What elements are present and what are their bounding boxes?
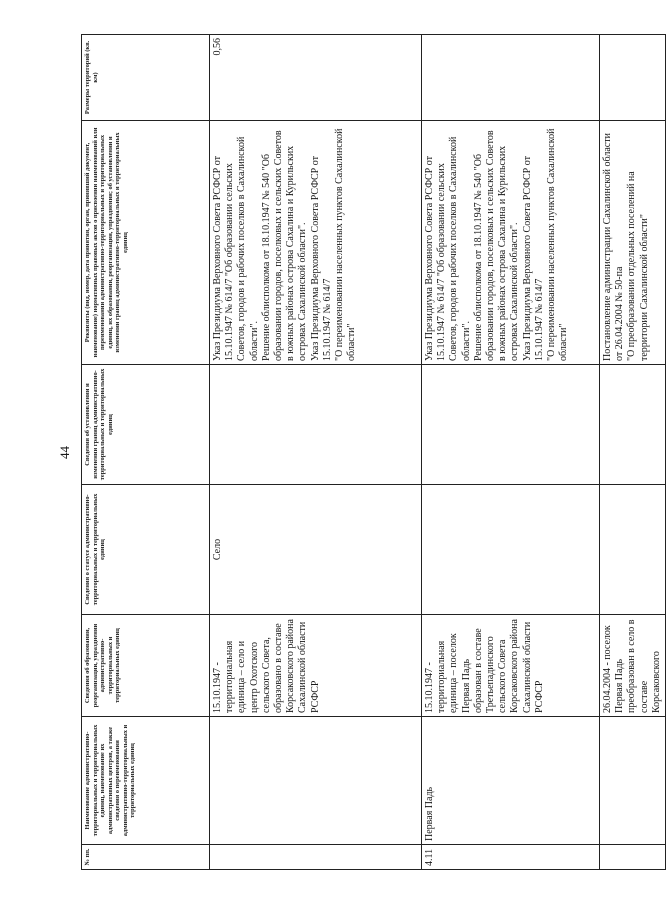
- row-name: Первая Падь: [422, 717, 600, 845]
- act-text: "О переименовании населенных пунктов Сахалинской области": [545, 128, 570, 361]
- registry-table: [81, 34, 666, 870]
- row-status: Село: [210, 485, 422, 615]
- row-acts: [210, 121, 422, 365]
- page-number: 44: [57, 446, 72, 459]
- row-num: [600, 845, 666, 870]
- header-borders: Сведения об установлении и изменении границ административно-территориальных и территориальных единиц: [82, 365, 210, 485]
- row-status: [422, 485, 600, 615]
- header-name: Наименование административно-территориальных и территориальных единиц, наименование их административных центров, а также сведения о переименовании административно-территориальных и территориальных единиц: [82, 717, 210, 845]
- table-row: [210, 35, 422, 870]
- row-area: [422, 35, 600, 121]
- act-text: Решение облисполкома от 18.10.1947 № 540 "Об образовании городов, поселковых и сельских Советов в южных районах острова Сахалина и Курильских островах Сахалинской области".: [260, 130, 309, 361]
- rotated-page: [55, 35, 662, 870]
- header-formation: Сведения об образовании, реорганизации, упразднении административно-территориальных и территориальных единиц: [82, 615, 210, 717]
- row-num: 4.11: [422, 845, 600, 870]
- header-row: [82, 35, 210, 870]
- row-formation: 15.10.1947 - территориальная единица – село и центр Охотского сельского Совета, образовано в составе Корсаковского района Сахалинской области РСФСР: [210, 615, 422, 717]
- row-borders: [210, 365, 422, 485]
- header-acts: Реквизиты (вид, номер, дата принятия, орган, принявший документ, наименование) нормативных правовых актов о присвоении наименований или переименовании административно-территориальных и территориальных единиц, их образовании, реорганизации, упразднении; об установлении и изменении границ административно-территориальных и территориальных единиц: [82, 121, 210, 365]
- act-text: "О преобразовании отдельных поселений на территории Сахалинской области": [626, 171, 650, 361]
- act-text: Указ Президиума Верховного Совета РСФСР от 15.10.1947 № 614/7 "Об образовании сельских Советов, городов и рабочих поселков в Сахалинской области".: [212, 136, 260, 361]
- row-area: 0,56: [210, 35, 422, 121]
- row-area: [600, 35, 666, 121]
- row-num: [210, 845, 422, 870]
- act-text: Постановление администрации Сахалинской области от 26.04.2004 № 50-па: [602, 133, 626, 361]
- table-row: [422, 35, 600, 870]
- row-name: [210, 717, 422, 845]
- act-text: Указ Президиума Верховного Совета РСФСР от 15.10.1947 № 614/7: [309, 156, 333, 361]
- row-name: [600, 717, 666, 845]
- act-text: "О переименовании населенных пунктов Сахалинской области": [333, 128, 358, 361]
- header-area: Размеры территорий (кв. км): [82, 35, 210, 121]
- row-acts: [422, 121, 600, 365]
- act-text: Решение облисполкома от 18.10.1947 № 540 "Об образовании городов, поселковых и сельских Советов в южных районах острова Сахалина и Курильских островах Сахалинской области".: [472, 130, 521, 361]
- act-text: Указ Президиума Верховного Совета РСФСР от 15.10.1947 № 614/7 "Об образовании сельских Советов, городов и рабочих поселков в Сахалинской области".: [424, 136, 472, 361]
- row-acts: [600, 121, 666, 365]
- act-text: Указ Президиума Верховного Совета РСФСР от 15.10.1947 № 614/7: [521, 156, 545, 361]
- row-borders: [422, 365, 600, 485]
- header-status: Сведения о статусе административно-территориальных и территориальных единиц: [82, 485, 210, 615]
- row-formation: 26.04.2004 - поселок Первая Падь преобразован в село в составе Корсаковского: [600, 615, 666, 717]
- row-status: [600, 485, 666, 615]
- header-num: № пп.: [82, 845, 210, 870]
- table-row: [600, 35, 666, 870]
- row-formation: 15.10.1947 - территориальная единица – поселок Первая Падь образован в составе Третьепадинского сельского Совета Корсаковского района Сахалинской области РСФСР: [422, 615, 600, 717]
- row-borders: [600, 365, 666, 485]
